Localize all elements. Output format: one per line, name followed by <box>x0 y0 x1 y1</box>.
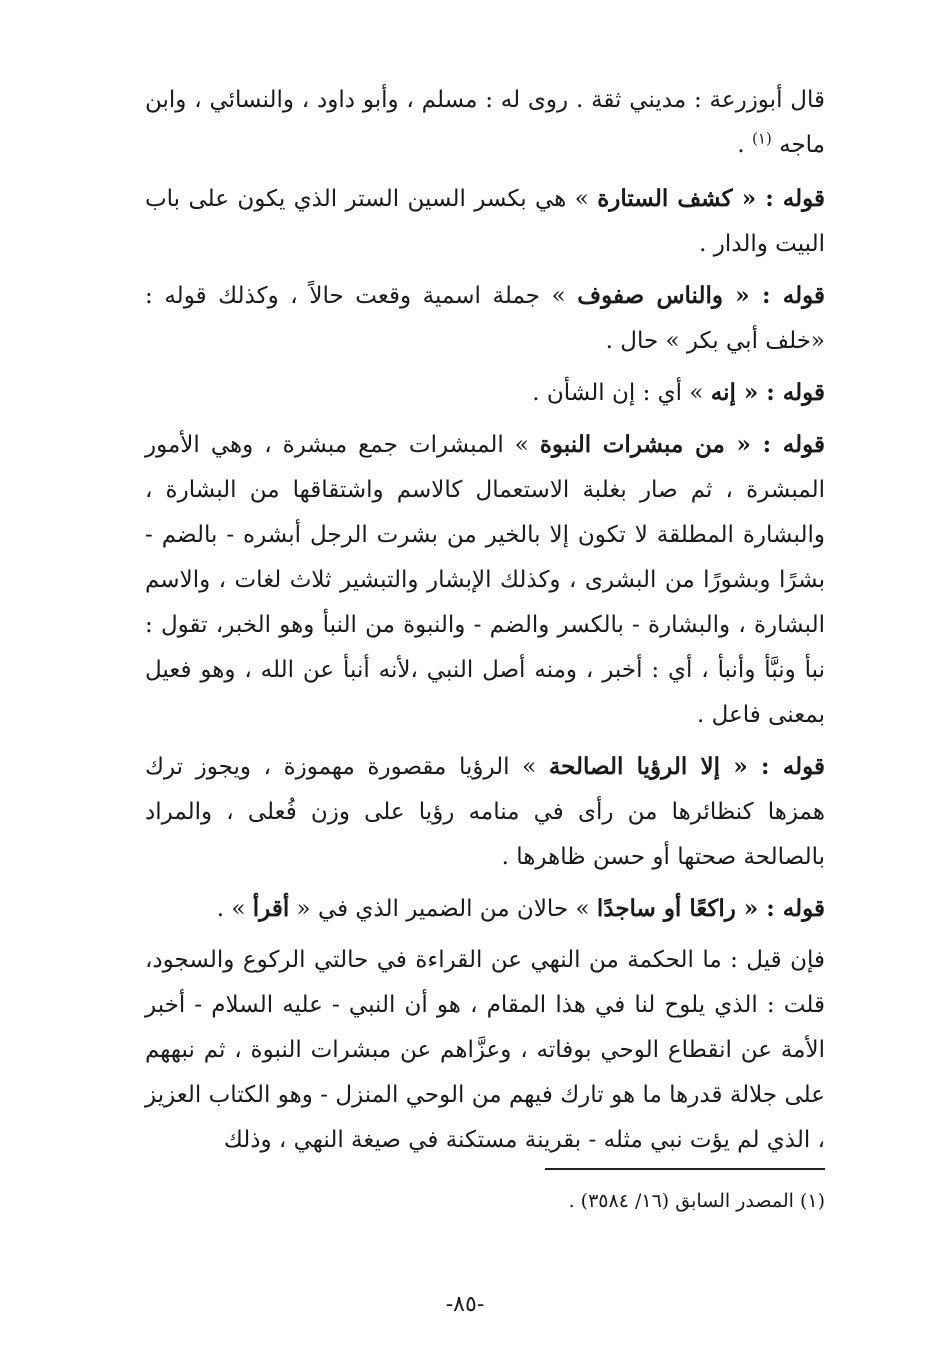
paragraph-4-term: إنه <box>710 379 736 406</box>
paragraph-2 <box>145 176 825 267</box>
paragraph-8 <box>145 938 825 1163</box>
paragraph-2-text: » هي بكسر السين الستر الذي يكون على باب البيت والدار . <box>145 186 825 257</box>
paragraph-5 <box>145 422 825 738</box>
footnote-reference: (١) <box>752 129 772 148</box>
paragraph-8-text: فإن قيل : ما الحكمة من النهي عن القراءة في حالتي الركوع والسجود، قلت : الذي يلوح لنا في هذا المقام ، هو أن النبي - عليه السلام - أخبر الأمة عن انقطاع الوحي بوفاته ، وعزَّاهم عن مبشرات النبوة ، ثم نبههم على جلالة قدرها ما هو تارك فيهم من الوحي المنزل - وهو الكتاب العزيز ، الذي لم يؤت نبي مثله - بقرينة مستكنة في صيغة النهي ، وذلك <box>145 947 825 1153</box>
paragraph-4 <box>145 370 825 416</box>
paragraph-3-text: » جملة اسمية وقعت حالاً ، وكذلك قوله : «خلف أبي بكر » حال . <box>145 283 825 354</box>
paragraph-7-end: » . <box>216 896 253 922</box>
paragraph-3-prefix: قوله : « <box>723 282 825 309</box>
paragraph-2-term: كشف الستارة <box>597 185 733 212</box>
paragraph-5-prefix: قوله : « <box>724 431 825 458</box>
paragraph-5-term: من مبشرات النبوة <box>539 431 725 458</box>
paragraph-6 <box>145 744 825 880</box>
paragraph-2-prefix: قوله : « <box>732 185 826 212</box>
main-text <box>145 78 825 1169</box>
paragraph-7-term-2: أقرأ <box>252 895 290 922</box>
paragraph-4-prefix: قوله : « <box>735 379 825 406</box>
paragraph-4-text: » أي : إن الشأن . <box>532 380 711 406</box>
paragraph-5-text: » المبشرات جمع مبشرة ، وهي الأمور المبشرة ، ثم صار بغلبة الاستعمال كالاسم واشتقاقها من البشارة ، والبشارة المطلقة لا تكون إلا بالخير من بشرت الرجل أبشره - بالضم - بشرًا وبشورًا من البشرى ، وكذلك الإبشار والتبشير ثلاث لغات ، والاسم البشارة ، والبشارة - بالكسر والضم - والنبوة من النبأ وهو الخبر، تقول : نبأ ونبَّأ وأنبأ ، أي : أخبر ، ومنه أصل النبي ،لأنه أنبأ عن الله ، وهو فعيل بمعنى فاعل . <box>145 432 825 728</box>
paragraph-7 <box>145 886 825 932</box>
paragraph-7-text: » حالان من الضمير الذي في « <box>289 896 597 922</box>
paragraph-6-prefix: قوله : « <box>720 753 826 780</box>
footnote-divider <box>545 1168 825 1170</box>
paragraph-7-term: راكعًا أو ساجدًا <box>596 895 736 922</box>
paragraph-7-prefix: قوله : « <box>735 895 825 922</box>
paragraph-6-text: » الرؤيا مقصورة مهموزة ، ويجوز ترك همزها كنظائرها من رأى في منامه رؤيا على وزن فُعلى ، والمراد بالصالحة صحتها أو حسن ظاهرها . <box>145 754 825 870</box>
paragraph-3-term: والناس صفوف <box>577 282 723 309</box>
page-number: -٨٥- <box>445 1292 485 1317</box>
paragraph-1-text: قال أبوزرعة : مديني ثقة . روى له : مسلم ، وأبو داود ، والنسائي ، وابن ماجه <box>145 87 825 158</box>
paragraph-6-term: إلا الرؤيا الصالحة <box>548 753 721 780</box>
paragraph-1 <box>145 78 825 168</box>
footnote: (١) المصدر السابق (١٦/ ٣٥٨٤) . <box>568 1190 825 1212</box>
paragraph-1-end: . <box>737 132 753 158</box>
paragraph-3 <box>145 273 825 364</box>
